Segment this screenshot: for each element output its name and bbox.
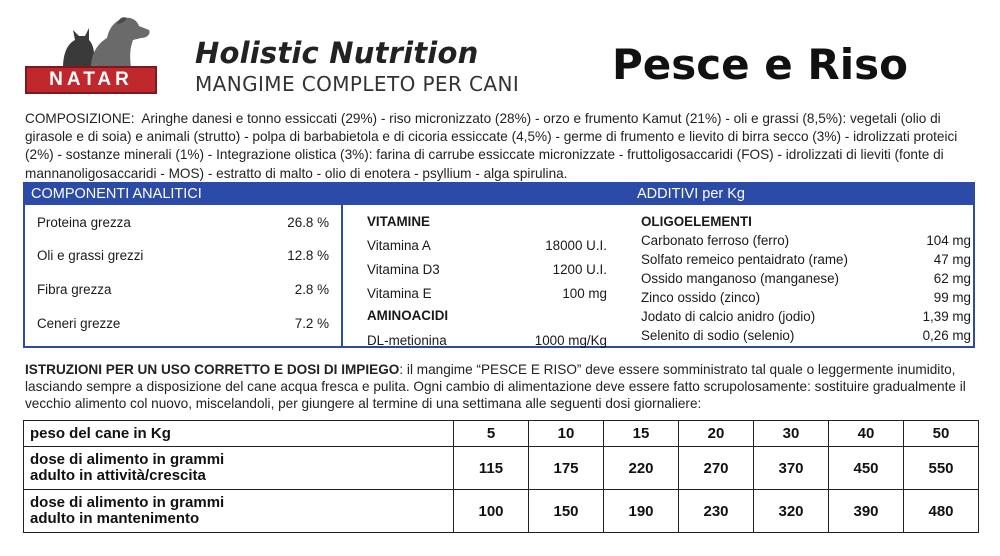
dose-cell: 450 — [829, 447, 904, 490]
composition-text — [25, 110, 975, 183]
weight-cell: 5 — [454, 421, 529, 447]
weight-cell: 20 — [679, 421, 754, 447]
analytic-value: 26.8 % — [287, 215, 329, 230]
oligo-name: Carbonato ferroso (ferro) — [641, 233, 790, 248]
vitamin-value: 18000 U.I. — [545, 238, 607, 253]
dose-cell: 270 — [679, 447, 754, 490]
analytic-name: Oli e grassi grezzi — [37, 248, 144, 263]
table-row-maintenance — [24, 490, 979, 533]
analytic-value: 12.8 % — [287, 248, 329, 263]
dose-cell: 150 — [529, 490, 604, 533]
dose-cell: 115 — [454, 447, 529, 490]
dose-cell: 320 — [754, 490, 829, 533]
vitamin-value: 100 mg — [562, 286, 607, 301]
dose-cell: 190 — [604, 490, 679, 533]
vitamin-row — [367, 262, 607, 277]
dose-cell: 550 — [904, 447, 979, 490]
amino-name: DL-metionina — [367, 333, 447, 348]
weight-cell: 30 — [754, 421, 829, 447]
analytic-header-left: COMPONENTI ANALITICI — [31, 186, 202, 202]
analytic-components-list — [25, 205, 343, 346]
analytic-row — [37, 316, 329, 331]
dose-cell: 230 — [679, 490, 754, 533]
dose-cell: 175 — [529, 447, 604, 490]
dog-cat-silhouette-icon — [57, 14, 153, 68]
amino-value: 1000 mg/Kg — [534, 333, 607, 348]
weight-cell: 15 — [604, 421, 679, 447]
dose-cell: 390 — [829, 490, 904, 533]
oligo-heading: OLIGOELEMENTI — [641, 214, 752, 229]
oligo-value: 62 mg — [933, 271, 971, 286]
oligo-name: Ossido manganoso (manganese) — [641, 271, 839, 286]
oligo-value: 47 mg — [933, 252, 971, 267]
oligo-value: 99 mg — [933, 290, 971, 305]
brand-logo — [25, 14, 157, 94]
dose-label-line: adulto in attività/crescita — [30, 467, 206, 484]
brand-tagline: Holistic Nutrition — [195, 36, 479, 70]
weight-cell: 40 — [829, 421, 904, 447]
dose-label-maintenance — [24, 490, 454, 533]
oligo-row — [641, 328, 971, 343]
dose-cell: 220 — [604, 447, 679, 490]
oligo-name: Jodato di calcio anidro (jodio) — [641, 309, 816, 324]
analytic-additives-box — [23, 182, 975, 348]
weight-cell: 50 — [904, 421, 979, 447]
dose-label-active — [24, 447, 454, 490]
table-row-active — [24, 447, 979, 490]
product-category: MANGIME COMPLETO PER CANI — [195, 72, 520, 96]
analytic-row — [37, 248, 329, 263]
dose-label-line: dose di alimento in grammi — [30, 451, 225, 468]
amino-row — [367, 333, 607, 348]
analytic-name: Proteina grezza — [37, 215, 131, 230]
analytic-name: Fibra grezza — [37, 282, 112, 297]
brand-badge: NATAR — [25, 66, 157, 94]
vitamin-name: Vitamina A — [367, 238, 431, 253]
table-row-weights — [24, 421, 979, 447]
dose-cell: 100 — [454, 490, 529, 533]
dose-cell: 370 — [754, 447, 829, 490]
oligo-value: 0,26 mg — [922, 328, 971, 343]
composition-label: COMPOSIZIONE: — [25, 111, 135, 126]
instructions-lead: ISTRUZIONI PER UN USO CORRETTO E DOSI DI IMPIEGO — [25, 362, 400, 377]
analytic-row — [37, 215, 329, 230]
additives-header-right: ADDITIVI per Kg — [637, 186, 745, 202]
oligo-name: Solfato remeico pentaidrato (rame) — [641, 252, 848, 267]
amino-heading: AMINOACIDI — [367, 308, 449, 323]
oligo-row — [641, 252, 971, 267]
instructions-text — [25, 362, 980, 412]
weights-label: peso del cane in Kg — [24, 421, 454, 447]
dose-table — [23, 420, 979, 533]
oligo-row — [641, 290, 971, 305]
dose-label-line: adulto in mantenimento — [30, 510, 200, 527]
vitamin-row — [367, 238, 607, 253]
oligo-value: 104 mg — [926, 233, 971, 248]
weight-cell: 10 — [529, 421, 604, 447]
instructions-body: : il mangime “PESCE E RISO” deve essere somministrato tal quale o leggermente inumidito, lasciando sempre a disposizione del cane acqua fresca e pulita. Ogni cambio di alimentazione deve essere fatto scrupolosamente: sostituire gradualmente il vecchio alimento col nuovo, miscelandoli, per giungere al termine di una settimana alle seguenti dosi giornaliere: — [25, 362, 966, 411]
dose-label-line: dose di alimento in grammi — [30, 494, 225, 511]
oligo-value: 1,39 mg — [922, 309, 971, 324]
vitamin-name: Vitamina D3 — [367, 262, 440, 277]
analytic-name: Ceneri grezze — [37, 316, 121, 331]
vitamin-row — [367, 286, 607, 301]
oligo-name: Zinco ossido (zinco) — [641, 290, 761, 305]
analytic-header-bar — [25, 184, 973, 205]
vitamins-heading: VITAMINE — [367, 214, 430, 229]
analytic-value: 2.8 % — [294, 282, 329, 297]
product-title: Pesce e Riso — [612, 40, 908, 89]
analytic-value: 7.2 % — [294, 316, 329, 331]
oligo-row — [641, 271, 971, 286]
vitamin-value: 1200 U.I. — [552, 262, 607, 277]
oligo-row — [641, 233, 971, 248]
analytic-row — [37, 282, 329, 297]
dose-cell: 480 — [904, 490, 979, 533]
oligo-name: Selenito di sodio (selenio) — [641, 328, 795, 343]
vitamin-name: Vitamina E — [367, 286, 432, 301]
composition-body: Aringhe danesi e tonno essiccati (29%) - riso micronizzato (28%) - orzo e frumento Kamut (21%) - oli e grassi (8,5%): vegetali (olio di girasole e di soia) e animali (strutto) - polpa di barbabietola e di cicoria essiccate (4,5%) - germe di frumento e lievito di birra secco (3%) - idrolizzati proteici (2%) - sostanze minerali (1%) - Integrazione olistica (3%): farina di carrube essiccate micronizzate - fruttoligosaccaridi (FOS) - idrolizzati di lieviti (fonte di mannanoligosaccaridi - MOS) - estratto di malto - olio di enotera - psyllium - alga spirulina. — [25, 111, 958, 181]
oligo-row — [641, 309, 971, 324]
